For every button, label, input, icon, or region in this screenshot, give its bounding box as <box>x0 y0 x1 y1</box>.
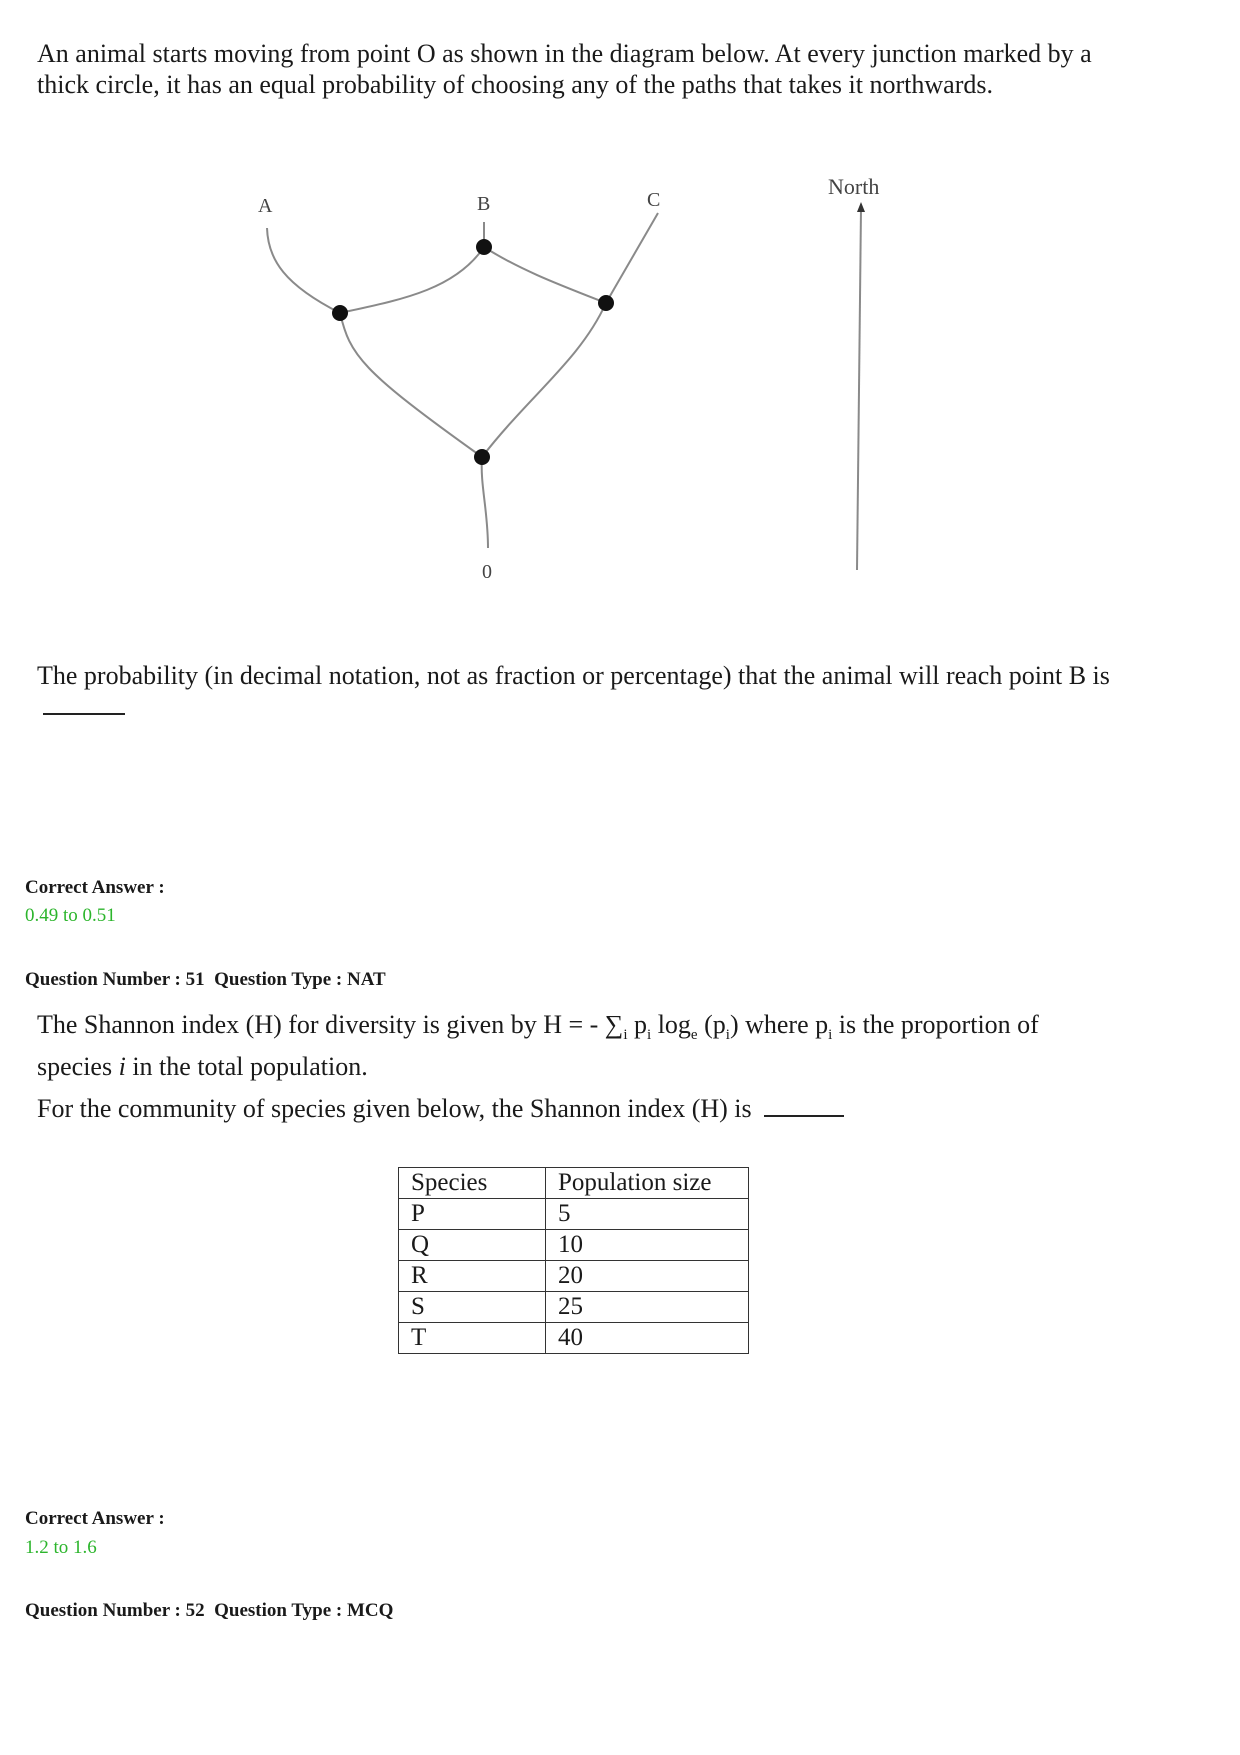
p3-subscript: i <box>828 1027 833 1044</box>
log-subscript: e <box>690 1027 698 1044</box>
formula-intro: The Shannon index (H) for diversity is given by H = - <box>37 1010 605 1039</box>
junction-1 <box>332 305 348 321</box>
q51-question <box>37 1093 1117 1124</box>
path-j1-to-j4 <box>340 313 482 457</box>
population-cell: 40 <box>546 1323 749 1354</box>
north-arrow-line <box>857 208 861 570</box>
species-cell: T <box>399 1323 546 1354</box>
table-header-species: Species <box>399 1168 546 1199</box>
formula-p: p <box>627 1010 648 1039</box>
formula-rest: ) where p <box>729 1010 829 1039</box>
population-cell: 25 <box>546 1292 749 1323</box>
species-cell: P <box>399 1199 546 1230</box>
sum-subscript: i <box>623 1027 628 1044</box>
q51-correct-answer-label: Correct Answer : <box>25 1508 165 1529</box>
species-cell: S <box>399 1292 546 1323</box>
label-c: C <box>647 189 661 211</box>
answer-blank <box>43 691 125 715</box>
path-j3-to-c <box>606 213 658 303</box>
p-subscript: i <box>647 1027 652 1044</box>
species-cell: R <box>399 1261 546 1292</box>
q51-question-text: For the community of species given below, the Shannon index (H) is <box>37 1094 752 1123</box>
q50-question-text: The probability (in decimal notation, not as fraction or percentage) that the animal will reach point B is <box>37 661 1110 690</box>
junction-4 <box>474 449 490 465</box>
path-diagram <box>0 140 1240 580</box>
sum-symbol: ∑ <box>604 1010 624 1039</box>
q50-question <box>37 660 1117 722</box>
population-cell: 5 <box>546 1199 749 1230</box>
p2-subscript: i <box>725 1027 730 1044</box>
species-table <box>398 1167 749 1354</box>
path-j3-to-j4 <box>482 303 606 457</box>
table-row <box>399 1261 749 1292</box>
table-row <box>399 1199 749 1230</box>
label-a: A <box>258 195 273 217</box>
formula-end: is the proportion of species <box>37 1010 1039 1082</box>
junction-b <box>476 239 492 255</box>
path-j1-to-b <box>340 247 484 313</box>
q51-formula-paragraph <box>37 1009 1117 1082</box>
path-a-to-j1 <box>267 228 340 313</box>
q50-correct-answer-label: Correct Answer : <box>25 877 165 898</box>
q52-header: Question Number : 52 Question Type : MCQ <box>25 1600 394 1621</box>
junction-3 <box>598 295 614 311</box>
formula-italic-i: i <box>118 1052 126 1082</box>
population-cell: 10 <box>546 1230 749 1261</box>
label-o: 0 <box>482 561 492 580</box>
table-header-row <box>399 1168 749 1199</box>
q50-correct-answer: 0.49 to 0.51 <box>25 905 116 926</box>
label-north: North <box>828 174 880 199</box>
path-b-to-j3 <box>484 247 606 303</box>
table-row <box>399 1323 749 1354</box>
path-o-to-j4 <box>482 457 488 548</box>
table-row <box>399 1292 749 1323</box>
formula-log: log <box>651 1010 691 1039</box>
table-row <box>399 1230 749 1261</box>
formula-tail: in the total population. <box>125 1052 368 1082</box>
answer-blank <box>764 1093 844 1117</box>
q51-header: Question Number : 51 Question Type : NAT <box>25 969 386 990</box>
north-arrow-head <box>857 202 865 212</box>
q50-intro: An animal starts moving from point O as shown in the diagram below. At every junction marked by a thick circle, it has an equal probability of choosing any of the paths that takes it northwards. <box>37 39 1092 99</box>
formula-open: (p <box>697 1010 726 1039</box>
population-cell: 20 <box>546 1261 749 1292</box>
label-b: B <box>477 193 491 215</box>
q51-correct-answer: 1.2 to 1.6 <box>25 1537 97 1558</box>
table-header-population: Population size <box>546 1168 749 1199</box>
species-cell: Q <box>399 1230 546 1261</box>
